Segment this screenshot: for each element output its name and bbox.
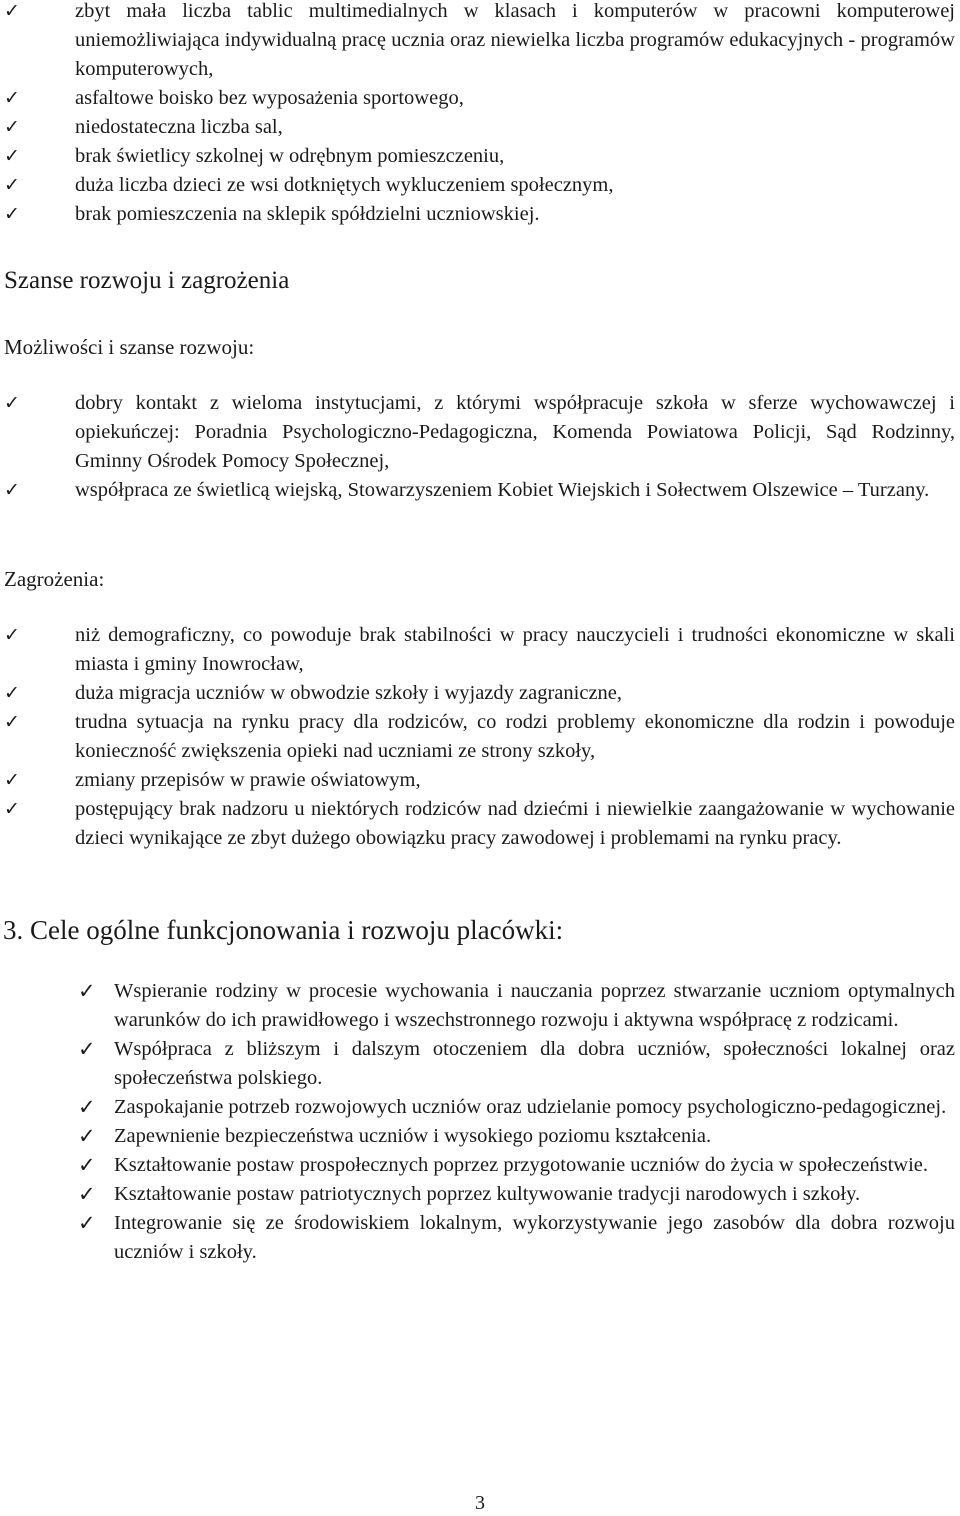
goals-list — [0, 977, 955, 1267]
list-item — [0, 1035, 955, 1093]
list-item — [0, 621, 955, 679]
section-title: Szanse rozwoju i zagrożenia — [4, 267, 290, 294]
page-number: 3 — [475, 1492, 485, 1514]
list-item-text: duża liczba dzieci ze wsi dotkniętych wykluczeniem społecznym, — [75, 174, 614, 196]
list-item — [0, 766, 955, 795]
list-item — [0, 795, 955, 853]
chances-heading: Możliwości i szanse rozwoju: — [4, 335, 255, 359]
list-item — [0, 171, 955, 200]
list-item — [0, 476, 955, 505]
check-icon: ✓ — [4, 798, 20, 820]
list-item-text: duża migracja uczniów w obwodzie szkoły i wyjazdy zagraniczne, — [75, 682, 623, 704]
check-icon: ✓ — [78, 1182, 96, 1206]
check-icon: ✓ — [4, 392, 20, 414]
list-item — [0, 200, 955, 229]
check-icon: ✓ — [78, 979, 96, 1003]
list-item — [0, 0, 955, 84]
check-icon: ✓ — [4, 682, 20, 704]
weaknesses-list — [0, 0, 955, 229]
goals-heading: 3. Cele ogólne funkcjonowania i rozwoju placówki: — [3, 915, 564, 945]
check-icon: ✓ — [78, 1124, 96, 1148]
list-item-text: niedostateczna liczba sal, — [75, 116, 283, 138]
check-icon: ✓ — [78, 1153, 96, 1177]
check-icon: ✓ — [4, 203, 20, 225]
list-item-text: Zaspokajanie potrzeb rozwojowych uczniów oraz udzielanie pomocy psychologiczno-pedagogicznej. — [114, 1096, 947, 1118]
list-item — [0, 1122, 955, 1151]
list-item — [0, 1093, 955, 1122]
check-icon: ✓ — [4, 479, 20, 501]
check-icon: ✓ — [78, 1095, 96, 1119]
list-item — [0, 389, 955, 476]
list-item — [0, 977, 955, 1035]
list-item-text: brak pomieszczenia na sklepik spółdzielni uczniowskiej. — [75, 203, 540, 225]
list-item — [0, 1180, 955, 1209]
list-item — [0, 708, 955, 766]
list-item-text: zbyt mała liczba tablic multimedialnych w klasach i komputerów w pracowni komputerowej uniemożliwiająca indywidualną pracę ucznia oraz niewielka liczba programów edukacyjnych - programów komputerowych, — [75, 0, 955, 80]
list-item-text: zmiany przepisów w prawie oświatowym, — [75, 769, 421, 791]
check-icon: ✓ — [4, 0, 20, 22]
list-item — [0, 679, 955, 708]
list-item-text: dobry kontakt z wieloma instytucjami, z którymi współpracuje szkoła w sferze wychowawczej i opiekuńczej: Poradnia Psychologiczno-Pedagogiczna, Komenda Powiatowa Policji, Sąd Rodzinny, Gminny Ośrodek Pomocy Społecznej, — [75, 392, 955, 472]
check-icon: ✓ — [78, 1211, 96, 1235]
list-item-text: Zapewnienie bezpieczeństwa uczniów i wysokiego poziomu kształcenia. — [114, 1125, 712, 1147]
check-icon: ✓ — [4, 624, 20, 646]
list-item-text: Kształtowanie postaw patriotycznych poprzez kultywowanie tradycji narodowych i szkoły. — [114, 1183, 861, 1205]
chances-list — [0, 389, 955, 505]
list-item — [0, 142, 955, 171]
list-item-text: Współpraca z bliższym i dalszym otoczeniem dla dobra uczniów, społeczności lokalnej oraz społeczeństwa polskiego. — [114, 1038, 955, 1089]
list-item-text: Kształtowanie postaw prospołecznych poprzez przygotowanie uczniów do życia w społeczeństwie. — [114, 1154, 929, 1176]
list-item — [0, 1151, 955, 1180]
threats-heading: Zagrożenia: — [4, 567, 105, 591]
list-item — [0, 1209, 955, 1267]
list-item-text: współpraca ze świetlicą wiejską, Stowarzyszeniem Kobiet Wiejskich i Sołectwem Olszewice – Turzany. — [75, 479, 930, 501]
list-item-text: Integrowanie się ze środowiskiem lokalnym, wykorzystywanie jego zasobów dla dobra rozwoju uczniów i szkoły. — [114, 1212, 955, 1263]
list-item-text: brak świetlicy szkolnej w odrębnym pomieszczeniu, — [75, 145, 505, 167]
check-icon: ✓ — [78, 1037, 96, 1061]
list-item-text: trudna sytuacja na rynku pracy dla rodziców, co rodzi problemy ekonomiczne dla rodzin i powoduje konieczność zwiększenia opieki nad uczniami ze strony szkoły, — [75, 711, 955, 762]
list-item-text: postępujący brak nadzoru u niektórych rodziców nad dziećmi i niewielkie zaangażowanie w wychowanie dzieci wynikające ze zbyt dużego obowiązku pracy zawodowej i problemami na rynku pracy. — [75, 798, 955, 849]
check-icon: ✓ — [4, 769, 20, 791]
list-item-text: niż demograficzny, co powoduje brak stabilności w pracy nauczycieli i trudności ekonomiczne w skali miasta i gminy Inowrocław, — [75, 624, 955, 675]
check-icon: ✓ — [4, 145, 20, 167]
list-item-text: asfaltowe boisko bez wyposażenia sportowego, — [75, 87, 464, 109]
list-item — [0, 113, 955, 142]
list-item — [0, 84, 955, 113]
list-item-text: Wspieranie rodziny w procesie wychowania i nauczania poprzez stwarzanie uczniom optymalnych warunków do ich prawidłowego i wszechstronnego rozwoju i aktywna współpracę z rodzicami. — [114, 980, 955, 1031]
threats-list — [0, 621, 955, 853]
check-icon: ✓ — [4, 711, 20, 733]
check-icon: ✓ — [4, 87, 20, 109]
check-icon: ✓ — [4, 116, 20, 138]
check-icon: ✓ — [4, 174, 20, 196]
